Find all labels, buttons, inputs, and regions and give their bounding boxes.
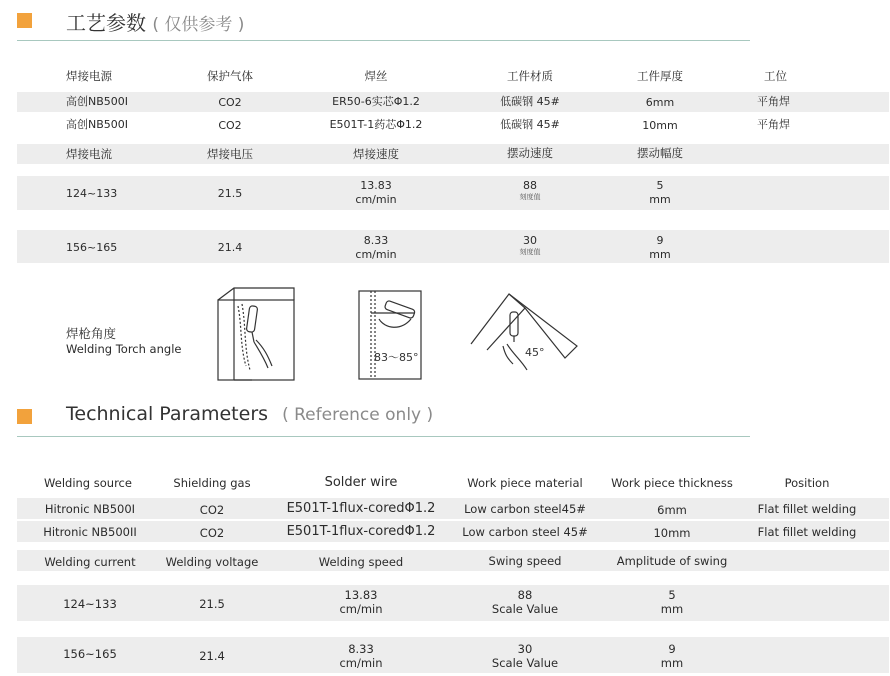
swing-value: 30 [523,234,537,247]
amplitude-value: 5 [656,179,664,192]
swing-unit: 刻度值 [519,192,541,201]
table-header-cell: 焊接电流 [66,147,112,161]
table-cell: CO2 [199,503,225,517]
amplitude-unit: mm [649,247,671,261]
subtitle-cn: ( 仅供参考 ) [152,15,245,35]
amplitude-value: 9 [668,642,676,656]
table-cell: E501T-1药芯Φ1.2 [329,118,423,131]
table-cell: Flat fillet welding [757,502,857,516]
table-header-cell: 焊接电源 [66,69,112,83]
torch-diagram-fillet [469,288,581,374]
torch-diagram-vertical [357,289,425,381]
section-marker-cn [17,13,32,28]
table-cell: 10mm [642,119,678,132]
table-header-cell: Amplitude of swing [616,554,728,568]
speed-value: 13.83 [344,588,378,602]
section-title-en [66,403,433,425]
table-cell: 低碳钢 45# [500,95,560,108]
swing-value: 88 [517,588,533,602]
table-cell: 21.5 [199,597,225,611]
table-band [17,144,889,164]
table-header-cell: 焊接电压 [207,147,253,161]
table-header-cell: Welding voltage [165,555,259,569]
table-cell: 156~165 [66,241,118,254]
table-cell: Low carbon steel45# [464,502,586,516]
table-cell: 10mm [653,526,691,540]
table-cell [492,642,558,671]
speed-unit: cm/min [355,247,397,261]
table-band [17,637,889,673]
subtitle-en: ( Reference only ) [282,405,434,425]
swing-value: 88 [523,179,537,192]
table-header-cell: Welding speed [318,555,404,569]
table-cell: E501T-1flux-coredΦ1.2 [286,524,436,539]
torch-angle-label [66,326,181,357]
table-cell [355,234,396,262]
table-header-cell: Swing speed [488,554,562,568]
table-cell: E501T-1flux-coredΦ1.2 [286,501,436,516]
table-header-cell: 焊接速度 [353,147,399,161]
torch-angle-label-cn: 焊枪角度 [66,326,117,341]
table-cell: Hitronic NB500II [43,525,137,539]
table-cell: 6mm [645,96,675,109]
table-cell: Low carbon steel 45# [462,525,588,539]
table-cell: 平角焊 [757,95,790,108]
table-band [17,550,889,571]
table-cell: Hitronic NB500I [44,502,136,516]
amplitude-unit: mm [660,656,684,671]
swing-unit: Scale Value [491,602,559,617]
table-cell [520,234,541,257]
table-header-cell: Solder wire [324,475,398,490]
table-header-cell: 摆动速度 [507,146,553,160]
table-cell: 156~165 [63,647,117,661]
table-cell: Flat fillet welding [757,525,857,539]
table-cell: 平角焊 [757,118,790,131]
table-cell [649,179,670,207]
swing-value: 30 [517,642,533,656]
table-band [17,176,889,210]
table-header-cell: 保护气体 [207,69,253,83]
section-rule-en [17,436,750,437]
table-cell: 124~133 [63,597,117,611]
table-cell: 21.4 [199,649,225,663]
table-header-cell: 摆动幅度 [637,146,683,160]
speed-value: 13.83 [360,179,392,192]
table-cell [339,588,382,617]
table-cell: CO2 [218,119,242,132]
angle-label-83-85: 83～85° [374,351,419,364]
table-cell [661,588,683,617]
swing-unit: Scale Value [491,656,559,671]
table-cell: ER50-6实芯Φ1.2 [332,95,420,108]
speed-unit: cm/min [339,602,383,617]
table-cell: CO2 [218,96,242,109]
speed-value: 8.33 [348,642,374,656]
table-header-cell: Welding source [44,476,132,490]
table-header-cell: 焊丝 [364,69,388,83]
angle-label-45: 45° [525,346,545,359]
amplitude-unit: mm [649,192,671,206]
swing-unit: 刻度值 [519,247,541,256]
table-cell [492,588,558,617]
torch-angle-label-en: Welding Torch angle [66,342,182,357]
table-cell: 124~133 [66,187,118,200]
table-header-cell: 工件材质 [507,69,553,83]
table-cell [355,179,396,207]
table-band [17,230,889,263]
speed-unit: cm/min [339,656,383,671]
amplitude-value: 9 [656,234,664,247]
table-header-cell: 工件厚度 [637,69,683,83]
table-cell: 21.4 [217,241,243,254]
speed-value: 8.33 [363,234,389,247]
table-header-cell: Shielding gas [173,476,251,490]
section-marker-en [17,409,32,424]
table-header-cell: Welding current [44,555,136,569]
table-cell [339,642,382,671]
table-cell [661,642,683,671]
table-cell [520,179,541,202]
title-en: Technical Parameters [66,403,269,425]
table-header-cell: Work piece thickness [611,476,733,490]
torch-diagram-corner [216,286,298,382]
title-cn: 工艺参数 [66,11,146,35]
table-header-cell: Position [784,476,830,490]
table-cell [649,234,670,262]
section-rule-cn [17,40,750,41]
table-cell: 高创NB500I [66,118,129,131]
section-title-cn [66,7,244,36]
amplitude-unit: mm [660,602,684,617]
table-cell: 高创NB500I [66,95,129,108]
speed-unit: cm/min [355,192,397,206]
table-cell: 21.5 [217,187,243,200]
table-cell: CO2 [199,526,225,540]
amplitude-value: 5 [668,588,676,602]
table-header-cell: Work piece material [467,476,583,490]
table-cell: 6mm [657,503,687,517]
table-band [17,585,889,621]
table-cell: 低碳钢 45# [500,118,560,131]
table-header-cell: 工位 [764,69,787,83]
